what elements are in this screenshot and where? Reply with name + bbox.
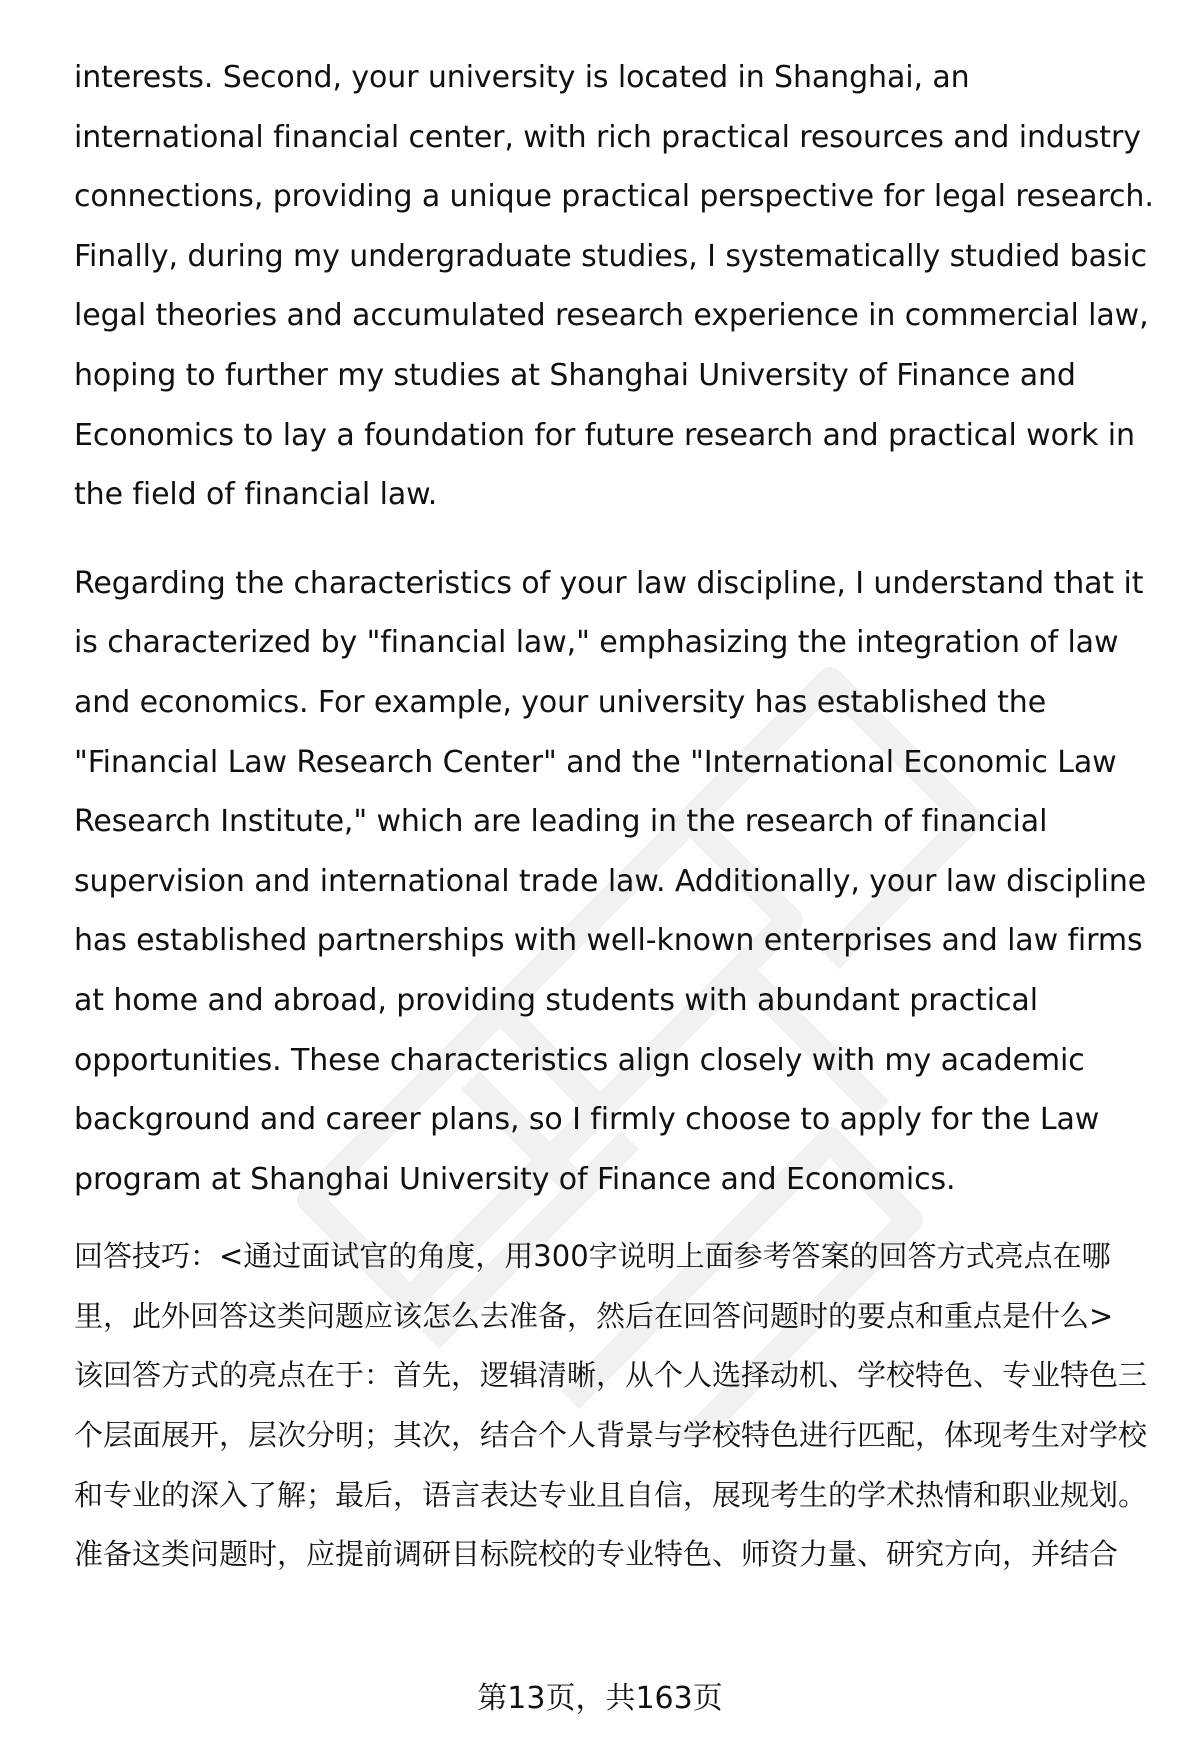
answer-paragraph-1: interests. Second, your university is located in Shanghai, an international financial center, with rich practical resources and industry connections, providing a unique practical perspective for legal research. Finally, during my undergraduate studies, I systematically studied basic legal theories and accumulated research experience in commercial law, hoping to further my studies at Shanghai University of Finance and Economics to lay a foundation for future research and practical work in the field of financial law. bbox=[74, 60, 1154, 513]
page-number: 第13页，共163页 bbox=[477, 1681, 723, 1716]
tips-preparation: 准备这类问题时，应提前调研目标院校的专业特色、师资力量、研究方向，并结合 bbox=[74, 1537, 1119, 1572]
document-body bbox=[74, 48, 1164, 1585]
tips-heading: 回答技巧：<通过面试官的角度，用300字说明上面参考答案的回答方式亮点在哪里，此外回答这类问题应该怎么去准备，然后在回答问题时的要点和重点是什么> bbox=[74, 1239, 1114, 1333]
tips-highlights: 该回答方式的亮点在于：首先，逻辑清晰，从个人选择动机、学校特色、专业特色三个层面展开，层次分明；其次，结合个人背景与学校特色进行匹配，体现考生对学校和专业的深入了解；最后，语言表达专业且自信，展现考生的学术热情和职业规划。 bbox=[74, 1358, 1148, 1512]
answer-paragraph-2: Regarding the characteristics of your law discipline, I understand that it is characterized by "financial law," emphasizing the integration of law and economics. For example, your university has established the "Financial Law Research Center" and the "International Economic Law Research Institute," which are leading in the research of financial supervision and international trade law. Additionally, your law discipline has established partnerships with well-known enterprises and law firms at home and abroad, providing students with abundant practical opportunities. These characteristics align closely with my academic background and career plans, so I firmly choose to apply for the Law program at Shanghai University of Finance and Economics. bbox=[74, 565, 1147, 1197]
